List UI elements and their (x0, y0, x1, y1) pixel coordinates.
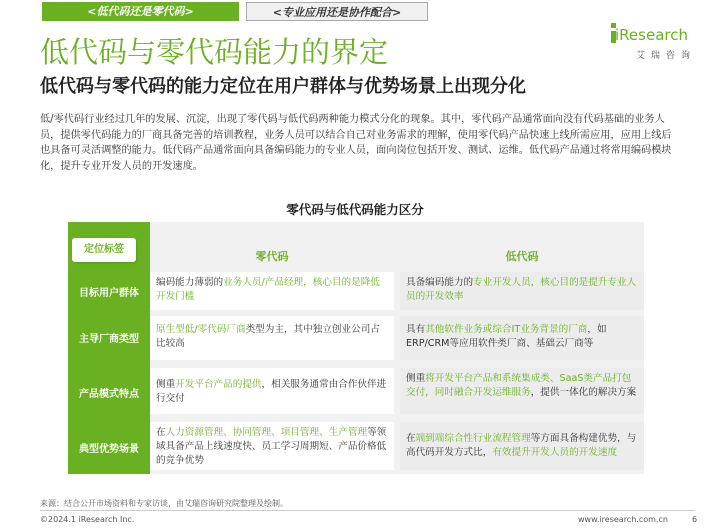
footer-divider (40, 510, 695, 511)
row-label-advantage-scenario: 典型优势场景 (79, 444, 139, 455)
highlight-text: 端到端综合性行业流程管理 (415, 433, 531, 444)
page-subtitle: 低代码与零代码的能力定位在用户群体与优势场景上出现分化 (40, 76, 526, 97)
highlight-text: 有效提升开发人员的开发速度 (492, 447, 618, 458)
cell-text: 类型为主，其中独立创业公司占比较高 (156, 324, 380, 349)
highlight-text: 人力资源管理、协同管理、项目管理、生产管理 (165, 427, 368, 438)
footer-copyright: ©2024.1 iResearch Inc. (40, 515, 135, 524)
logo-text: iResearch (615, 26, 688, 44)
cell-zero-product-model (150, 368, 394, 414)
cell-text: 在 (156, 427, 166, 438)
cell-low-target-users (400, 272, 644, 310)
cell-low-product-model (400, 368, 644, 414)
cell-text: 具有 (406, 324, 426, 335)
cell-zero-vendor-type (150, 316, 394, 360)
highlight-text: 开发平台产品的提供 (175, 379, 262, 390)
cell-low-advantage-scenario (400, 422, 644, 470)
column-header-low-code: 低代码 (505, 250, 539, 263)
cell-text: 编码能力薄弱的 (156, 277, 224, 288)
highlight-text: 将开发平台产品和系统集成类、SaaS类产品打包交付，同时融合开发运维服务 (406, 373, 632, 398)
cell-text: 具备编码能力的 (406, 277, 474, 288)
position-tag: 定位标签 (72, 238, 136, 262)
cell-zero-target-users (150, 272, 394, 310)
footer-url[interactable]: www.iresearch.com.cn (578, 515, 668, 524)
highlight-text: 专业开发人员，核心目的是提升专业人员的开发效率 (406, 277, 637, 302)
page-number: 6 (692, 515, 698, 524)
tab-low-or-zero-code[interactable]: <低代码还是零代码> (42, 2, 239, 21)
tab-professional-or-collaboration[interactable]: <专业应用还是协作配合> (246, 2, 428, 21)
cell-text: 侧重 (406, 373, 426, 384)
cell-text: ，相关服务通常由合作伙伴进行交付 (156, 379, 387, 404)
cell-low-vendor-type (400, 316, 644, 360)
cell-text: 侧重 (156, 379, 176, 390)
cell-text: 等领域具备产品上线速度快、员工学习周期短、产品价格低的竞争优势 (156, 427, 387, 466)
column-header-zero-code: 零代码 (255, 250, 289, 263)
cell-text: 在 (406, 433, 416, 444)
intro-paragraph: 低/零代码行业经过几年的发展、沉淀，出现了零代码与低代码两种能力模式分化的现象。其中，零代码产品通常面向没有代码基础的业务人员，提供零代码能力的厂商具备完善的培训教程，业务人员可以结合自己对业务需求的理解，使用零代码产品快速上线所需应用，应用上线后也具备可灵活调整的能力。低代码产品通常面向具备编码能力的专业人员，面向岗位包括开发、测试、运维。低代码产品通过将常用编码模块化，提升专业开发人员的开发速度。 (40, 114, 672, 172)
highlight-text: 业务人员/产品经理，核心目的是降低开发门槛 (156, 277, 380, 302)
cell-text: ，提供一体化的解决方案 (530, 387, 637, 398)
page-title: 低代码与零代码能力的界定 (40, 35, 389, 69)
highlight-text: 其他软件业务或综合IT业务背景的厂商 (425, 324, 588, 335)
cell-zero-advantage-scenario (150, 422, 394, 470)
table-title: 零代码与低代码能力区分 (286, 202, 424, 217)
cell-text: 等方面具备构建优势，与高代码开发方式比， (406, 433, 637, 458)
source-note: 来源：结合公开市场资料和专家访谈，由艾瑞咨询研究院整理及绘制。 (40, 499, 288, 508)
row-label-vendor-type: 主导厂商类型 (79, 334, 139, 345)
logo-subtext: 艾瑞咨询 (636, 51, 697, 61)
iresearch-logo (611, 20, 697, 62)
row-label-target-users: 目标用户群体 (79, 288, 139, 299)
highlight-text: 原生型低/零代码厂商 (156, 324, 246, 335)
row-label-product-model: 产品模式特点 (79, 389, 139, 400)
cell-text: ，如ERP/CRM等应用软件类厂商、基础云厂商等 (406, 324, 607, 349)
